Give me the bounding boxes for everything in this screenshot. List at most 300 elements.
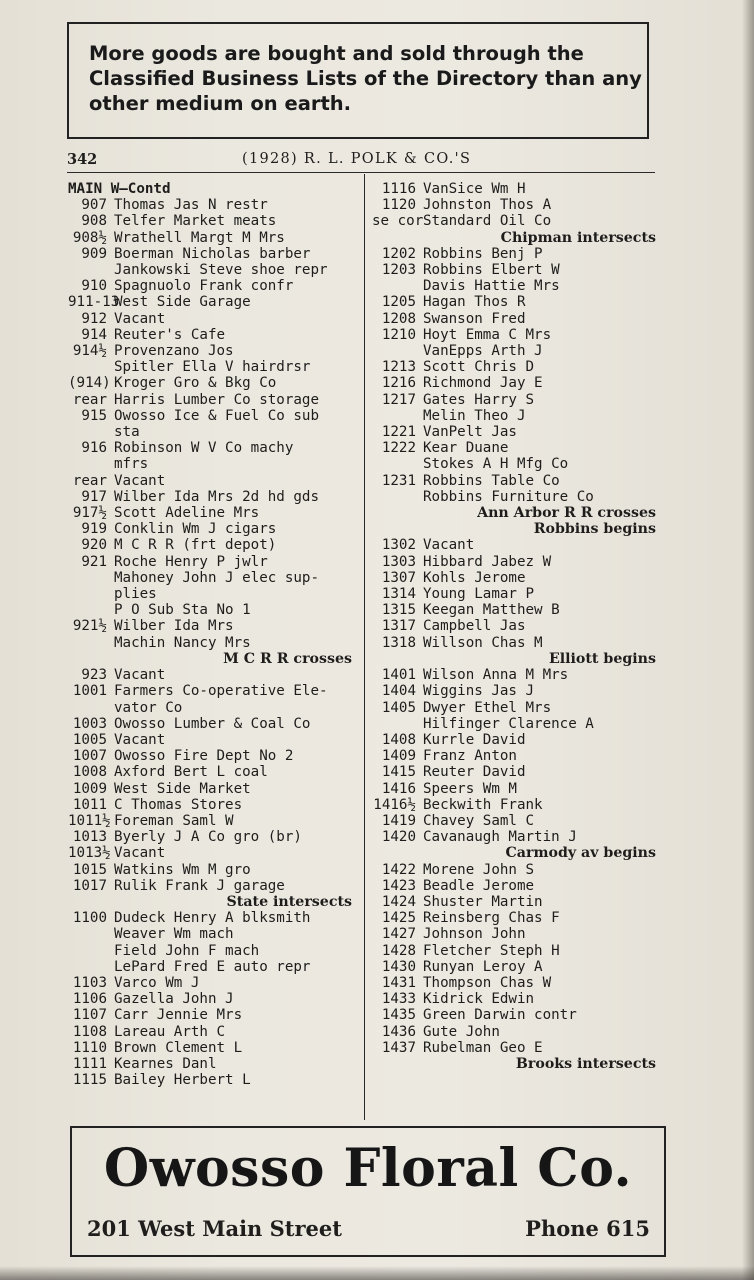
directory-entry [372,570,660,586]
house-number: 1107 [72,1007,107,1024]
house-number: 1015 [72,861,107,878]
house-number: 1003 [72,715,107,732]
directory-entry [68,959,360,975]
resident-name: Reinsberg Chas F [423,910,560,927]
house-number: 1115 [72,1072,107,1089]
house-number: 916 [81,440,107,457]
house-number [68,602,114,618]
cross-street: Robbins begins [533,521,656,538]
resident-name: Campbell Jas [423,618,526,635]
resident-name: Green Darwin contr [423,1007,577,1024]
page-edge-shadow [742,0,754,1280]
resident-name: Scott Adeline Mrs [114,505,260,522]
directory-entry [372,1024,660,1040]
house-number: 1231 [381,472,416,489]
house-number: 1405 [381,699,416,716]
house-number: 1202 [381,245,416,262]
directory-entry [68,878,360,894]
house-number: 1111 [72,1055,107,1072]
directory-entry [372,343,660,359]
directory-entry [372,862,660,878]
resident-name: Mahoney John J elec sup- [114,569,319,586]
house-number [68,635,114,651]
resident-name: sta [114,424,140,441]
directory-entry [372,797,660,813]
house-number: 1103 [72,974,107,991]
directory-entry [372,294,660,310]
resident-name: Farmers Co-operative Ele- [114,683,328,700]
directory-entry [68,862,360,878]
resident-name: Robbins Table Co [423,472,560,489]
directory-entry [372,943,660,959]
resident-name: Bailey Herbert L [114,1072,251,1089]
directory-entry [68,829,360,845]
directory-entry [372,618,660,634]
resident-name: Carr Jennie Mrs [114,1007,243,1024]
directory-entry [372,213,660,229]
directory-entry [68,618,360,634]
resident-name: M C R R (frt depot) [114,537,277,554]
house-number: 1425 [381,910,416,927]
resident-name: Vacant [114,310,166,327]
resident-name: Byerly J A Co gro (br) [114,829,302,846]
house-number: 1017 [72,877,107,894]
directory-entry [372,959,660,975]
directory-entry [68,1056,360,1072]
resident-name: Wilber Ida Mrs 2d hd gds [114,488,319,505]
house-number: 1110 [72,1039,107,1056]
directory-entry [372,327,660,343]
house-number [68,959,114,975]
directory-entry [372,1040,660,1056]
resident-name: LePard Fred E auto repr [114,958,311,975]
directory-entry [372,262,660,278]
directory-entry [372,537,660,553]
business-phone: Phone 615 [525,1216,650,1241]
house-number [68,424,114,440]
directory-entry [68,537,360,553]
house-number: 1203 [381,262,416,279]
house-number [68,926,114,942]
house-number: 1009 [72,780,107,797]
house-number [68,700,114,716]
resident-name: Morene John S [423,861,535,878]
resident-name: Vacant [423,537,475,554]
resident-name: Shuster Martin [423,893,543,910]
directory-entry [372,489,660,505]
house-number: 1423 [381,877,416,894]
resident-name: Gute John [423,1023,500,1040]
house-number: 1001 [72,683,107,700]
directory-entry [372,700,660,716]
house-number: 917½ [72,505,107,522]
directory-entry [372,311,660,327]
directory-entry [68,440,360,456]
house-number: 914 [81,326,107,343]
house-number: 1430 [381,958,416,975]
resident-name: Watkins Wm M gro [114,861,251,878]
directory-entry [68,489,360,505]
directory-entry [68,197,360,213]
resident-name: Johnson John [423,926,526,943]
cross-street: Chipman intersects [500,229,656,246]
directory-entry [68,1024,360,1040]
house-number: 1007 [72,748,107,765]
house-number: 919 [81,521,107,538]
resident-name: Melin Theo J [423,407,526,424]
house-number [68,943,114,959]
resident-name: Weaver Wm mach [114,926,234,943]
directory-entry [372,878,660,894]
house-number [68,456,114,472]
house-number: 1100 [72,910,107,927]
house-number: 1404 [381,683,416,700]
resident-name: Kearnes Danl [114,1055,217,1072]
directory-entry [372,440,660,456]
house-number: 1307 [381,569,416,586]
directory-entry [372,829,660,845]
house-number: 1401 [381,667,416,684]
house-number: 1011 [72,796,107,813]
resident-name: Willson Chas M [423,634,543,651]
business-address: 201 West Main Street [87,1216,342,1241]
directory-entry [68,262,360,278]
resident-name: Conklin Wm J cigars [114,521,277,538]
ad-line: Classified Business Lists of the Directory than any [89,67,642,90]
directory-entry [372,748,660,764]
house-number [68,586,114,602]
cross-street: Carmody av begins [505,845,656,862]
header-rule [67,172,655,173]
resident-name: Owosso Lumber & Coal Co [114,715,311,732]
directory-entry [372,926,660,942]
house-number: 1433 [381,991,416,1008]
directory-entry [68,570,360,586]
house-number: 1208 [381,310,416,327]
resident-name: P O Sub Sta No 1 [114,602,251,619]
classified-lists-ad [67,22,649,139]
resident-name: Robbins Elbert W [423,262,560,279]
directory-entry [372,359,660,375]
house-number: 1408 [381,731,416,748]
directory-entry [68,748,360,764]
house-number: 1317 [381,618,416,635]
house-number [372,489,423,505]
resident-name: Wrathell Margt M Mrs [114,229,285,246]
resident-name: VanSice Wm H [423,181,526,197]
directory-entry [372,683,660,699]
directory-entry [372,197,660,213]
house-number: 917 [81,488,107,505]
resident-name: Machin Nancy Mrs [114,634,251,651]
house-number: 921 [81,553,107,570]
resident-name: Kidrick Edwin [423,991,535,1008]
resident-name: Reuter's Cafe [114,326,226,343]
directory-entry [372,1007,660,1023]
directory-entry [68,359,360,375]
house-number [68,262,114,278]
resident-name: Spitler Ella V hairdrsr [114,359,311,376]
ad-line: More goods are bought and sold through the [89,42,584,65]
directory-entry [372,602,660,618]
house-number: 1217 [381,391,416,408]
resident-name: Fletcher Steph H [423,942,560,959]
directory-entry [68,343,360,359]
directory-entry [372,635,660,651]
owosso-floral-ad [70,1126,666,1257]
house-number: 1005 [72,731,107,748]
directory-entry [68,1040,360,1056]
directory-entry [68,764,360,780]
directory-entry [372,456,660,472]
cross-street: Brooks intersects [515,1055,656,1072]
directory-entry [68,716,360,732]
house-number [372,716,423,732]
resident-name: Dwyer Ethel Mrs [423,699,552,716]
directory-entry [372,732,660,748]
resident-name: Vacant [114,667,166,684]
directory-entry [372,781,660,797]
resident-name: Axford Bert L coal [114,764,268,781]
resident-name: plies [114,586,157,603]
resident-name: West Side Garage [114,294,251,311]
resident-name: Hoyt Emma C Mrs [423,326,552,343]
directory-entry [68,213,360,229]
business-name: Owosso Floral Co. [103,1138,633,1199]
directory-entry [68,813,360,829]
directory-entry [68,408,360,424]
house-number: 1419 [381,812,416,829]
house-number: 1013 [72,829,107,846]
directory-entry [372,716,660,732]
house-number: 1013½ [68,845,111,862]
directory-entry [372,667,660,683]
resident-name: Jankowski Steve shoe repr [114,262,328,279]
directory-entry [68,230,360,246]
resident-name: Telfer Market meats [114,213,277,230]
house-number: 908½ [72,229,107,246]
directory-entry [68,910,360,926]
directory-entry [68,732,360,748]
resident-name: Vacant [114,472,166,489]
resident-name: Johnston Thos A [423,197,552,214]
resident-name: Field John F mach [114,942,260,959]
house-number: 1420 [381,829,416,846]
resident-name: Standard Oil Co [423,213,552,230]
house-number: 1210 [381,326,416,343]
resident-name: Owosso Fire Dept No 2 [114,748,294,765]
resident-name: Varco Wm J [114,974,200,991]
resident-name: Harris Lumber Co storage [114,391,319,408]
directory-entry [372,764,660,780]
house-number: 1116 [381,181,416,197]
resident-name: Davis Hattie Mrs [423,278,560,295]
house-number: 1416 [381,780,416,797]
house-number: 914½ [72,343,107,360]
resident-name: Robinson W V Co machy [114,440,294,457]
house-number: 1120 [381,197,416,214]
house-number: 1428 [381,942,416,959]
directory-entry [68,975,360,991]
resident-name: Young Lamar P [423,586,535,603]
resident-name: Roche Henry P jwlr [114,553,268,570]
directory-entry [68,797,360,813]
cross-street: Ann Arbor R R crosses [477,505,656,522]
directory-entry [68,943,360,959]
house-number: 920 [81,537,107,554]
page-header [67,151,655,173]
resident-name: West Side Market [114,780,251,797]
resident-name: Wilber Ida Mrs [114,618,234,635]
house-number [372,456,423,472]
directory-entry [68,294,360,310]
resident-name: C Thomas Stores [114,796,243,813]
resident-name: Vacant [114,845,166,862]
resident-name: Hilfinger Clarence A [423,715,594,732]
directory-entry [68,635,360,651]
house-number: 1315 [381,602,416,619]
resident-name: Reuter David [423,764,526,781]
resident-name: vator Co [114,699,183,716]
house-number: 1205 [381,294,416,311]
left-column [68,181,360,1088]
house-number: 1011½ [68,812,111,829]
directory-entry [372,424,660,440]
directory-entry [372,181,660,197]
house-number: 1318 [381,634,416,651]
resident-name: Thomas Jas N restr [114,197,268,214]
directory-entry [372,991,660,1007]
resident-name: Hibbard Jabez W [423,553,552,570]
house-number: 1416½ [373,796,416,813]
house-number: 1106 [72,991,107,1008]
resident-name: Rulik Frank J garage [114,877,285,894]
house-number: 1436 [381,1023,416,1040]
resident-name: Boerman Nicholas barber [114,245,311,262]
resident-name: Lareau Arth C [114,1023,226,1040]
house-number: 1437 [381,1039,416,1056]
resident-name: Robbins Benj P [423,245,543,262]
resident-name: Keegan Matthew B [423,602,560,619]
house-number: rear [72,391,107,408]
house-number: 912 [81,310,107,327]
house-number: 1431 [381,974,416,991]
house-number: rear [72,472,107,489]
resident-name: Brown Clement L [114,1039,243,1056]
directory-entry [372,246,660,262]
directory-entry [372,894,660,910]
directory-entry [68,1007,360,1023]
street-heading: MAIN W—Contd [68,181,171,197]
cross-street: Elliott begins [548,650,656,667]
house-number [68,359,114,375]
resident-name: Robbins Furniture Co [423,488,594,505]
directory-entry [68,926,360,942]
resident-name: Wiggins Jas J [423,683,535,700]
resident-name: Cavanaugh Martin J [423,829,577,846]
house-number: 1424 [381,893,416,910]
resident-name: Thompson Chas W [423,974,552,991]
house-number: 1302 [381,537,416,554]
house-number: 1221 [381,424,416,441]
cross-street: M C R R crosses [223,650,352,667]
ad-line: other medium on earth. [89,92,352,115]
resident-name: Rubelman Geo E [423,1039,543,1056]
house-number: 911-13 [68,294,120,311]
directory-entry [68,246,360,262]
resident-name: Dudeck Henry A blksmith [114,910,311,927]
directory-entry [68,375,360,391]
resident-name: Wilson Anna M Mrs [423,667,569,684]
column-divider [364,174,365,1120]
directory-entry [372,586,660,602]
resident-name: Hagan Thos R [423,294,526,311]
resident-name: Vacant [114,731,166,748]
directory-entry [68,683,360,699]
house-number [68,570,114,586]
house-number [372,343,423,359]
page-number: 342 [67,151,98,168]
directory-entry [68,991,360,1007]
house-number: 909 [81,245,107,262]
directory-entry [372,392,660,408]
directory-entry [372,473,660,489]
directory-entry [68,327,360,343]
directory-entry [68,845,360,861]
directory-entry [68,424,360,440]
house-number: 1314 [381,586,416,603]
house-number [372,408,423,424]
resident-name: Foreman Saml W [114,812,234,829]
directory-entry [68,1072,360,1088]
house-number: 910 [81,278,107,295]
house-number: 923 [81,667,107,684]
resident-name: Provenzano Jos [114,343,234,360]
directory-entry [68,505,360,521]
house-number: 1213 [381,359,416,376]
directory-entry [68,586,360,602]
house-number: 1303 [381,553,416,570]
directory-entry [372,554,660,570]
resident-name: Kear Duane [423,440,509,457]
resident-name: Stokes A H Mfg Co [423,456,569,473]
resident-name: Kurrle David [423,731,526,748]
directory-entry [68,521,360,537]
house-number: 908 [81,213,107,230]
resident-name: Gates Harry S [423,391,535,408]
resident-name: Kohls Jerome [423,569,526,586]
directory-entry [372,278,660,294]
house-number: 1008 [72,764,107,781]
directory-entry [68,781,360,797]
resident-name: Beckwith Frank [423,796,543,813]
house-number: 915 [81,407,107,424]
directory-entry [68,392,360,408]
right-column [372,181,660,1072]
resident-name: Richmond Jay E [423,375,543,392]
resident-name: VanPelt Jas [423,424,517,441]
resident-name: mfrs [114,456,149,473]
directory-entry [68,700,360,716]
house-number: 1415 [381,764,416,781]
resident-name: Spagnuolo Frank confr [114,278,294,295]
house-number: 1216 [381,375,416,392]
house-number: (914) [68,375,111,392]
resident-name: Runyan Leroy A [423,958,543,975]
page-bottom-shadow [0,1266,754,1280]
house-number: se cor [372,213,424,230]
directory-entry [68,473,360,489]
